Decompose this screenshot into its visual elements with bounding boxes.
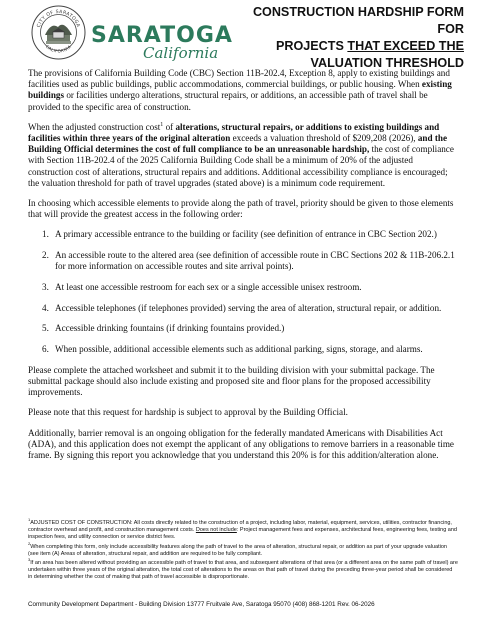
form-title: [224, 4, 464, 72]
footnote-marker: 3: [28, 557, 31, 563]
title-line-2-underlined: THAT EXCEED THE: [347, 39, 464, 53]
title-line-2-pre: PROJECTS: [275, 39, 348, 53]
list-item-text: At least one accessible restroom for each sex or a single accessible unisex restroom.: [55, 282, 362, 293]
footnote-marker: 2: [28, 540, 31, 546]
title-line-3: VALUATION THRESHOLD: [310, 56, 464, 70]
list-number: 5.: [42, 323, 49, 334]
list-number: 1.: [42, 229, 49, 240]
list-number: 4.: [42, 302, 49, 313]
list-number: 2.: [42, 250, 49, 261]
intro-paragraph-2: [28, 122, 458, 189]
text-span: exceeds a valuation threshold of $209,208 (2026),: [230, 133, 418, 144]
priority-list: [28, 229, 458, 355]
text-span: of: [163, 121, 176, 132]
underlined-span: Does not include: [195, 527, 237, 534]
footnotes: [28, 517, 458, 584]
list-item: [28, 250, 458, 272]
bold-span: and the Building Official determines the cost of full compliance to be an unreasonable hardship,: [28, 133, 448, 155]
list-item: [28, 229, 458, 240]
text-span: or facilities undergo alterations, structural repairs, or additions, an accessible path of travel shall be provided to the specific area of construction.: [28, 90, 428, 112]
list-item-text: When possible, additional accessible elements such as additional parking, signs, storage, and alarms.: [55, 344, 423, 355]
closing-paragraph-1: Please complete the attached worksheet and submit it to the building division with your submittal package. The submittal package should also include existing and proposed site and floor plans for the proposed accessibility improvements.: [28, 364, 435, 398]
text-span: The provisions of California Building Code (CBC) Section 11B-202.4, Exception 8, apply to existing buildings and facilities used as public buildings, public accommodations, commercial buildings, or public housing. When: [28, 68, 450, 90]
intro-paragraph-3: In choosing which accessible elements to provide along the path of travel, priority should be given to those elements that will provide the greatest access in the following order:: [28, 198, 454, 220]
footnote-2: [28, 540, 458, 558]
list-item: [28, 323, 458, 334]
text-span: If an area has been altered without providing an accessible path of travel to that area, and subsequent alterations of that area (or a different area on the same path of travel) are undertaken within three years of the original alteration, the total cost of alterations to the areas on that path of travel during the preceding three-year period shall be considered in determining whether the cost of making that path of travel accessible is disproportionate.: [28, 560, 458, 581]
list-item-text: Accessible telephones (if telephones provided) serving the area of alteration, structural repair, or addition.: [55, 302, 442, 313]
list-item: [28, 303, 458, 314]
closing-paragraph-3: Additionally, barrier removal is an ongoing obligation for the federally mandated Americans with Disabilities Act (ADA), and this application does not exempt the applicant of any obligations to remove barriers in a reasonable time frame. By signing this report you acknowledge that you understand this 20% is for this addition/alteration alone.: [28, 427, 454, 461]
city-seal-icon: [31, 5, 86, 60]
list-item-text: Accessible drinking fountains (if drinking fountains provided.): [55, 323, 285, 334]
list-item-text: An accessible route to the altered area (see definition of accessible route in CBC Sections 202 & 11B-206.2.1 for more information on accessible routes and site arrival points).: [55, 250, 455, 272]
text-span: When the adjusted construction cost: [28, 121, 161, 132]
footnote-1: [28, 517, 458, 541]
footnote-ref: 1: [160, 121, 164, 128]
text-span: the cost of compliance with Section 11B-202.4 of the 2025 California Building Code shall be a minimum of 20% of the adjusted construction cost of alterations, structural repairs and additions. Additional accessibility compliance is encouraged; the valuation threshold for path of travel upgrades (stated above) is a minimum code requirement.: [28, 144, 454, 188]
list-item: [28, 344, 458, 355]
svg-text:CITY OF SARATOGA: CITY OF SARATOGA: [36, 9, 81, 29]
text-span: When completing this form, only include accessibility features along the path of travel to the area of alteration, structural repair, or addition as part of your upgrade valuation (see item (A) Areas of alteration, structural repair, and addition are required to be fully compliant.: [28, 543, 447, 557]
list-item: [28, 282, 458, 293]
list-item-text: A primary accessible entrance to the building or facility (see definition of entrance in CBC Section 202.): [55, 229, 437, 240]
intro-paragraph-1: [28, 68, 458, 113]
footnote-marker: 1: [28, 517, 31, 523]
title-line-1: CONSTRUCTION HARDSHIP FORM FOR: [252, 5, 464, 36]
closing-paragraph-2: Please note that this request for hardship is subject to approval by the Building Official.: [28, 407, 348, 418]
bold-span: existing buildings: [28, 79, 452, 101]
list-number: 3.: [42, 282, 49, 293]
svg-text:CALIFORNIA: CALIFORNIA: [44, 43, 73, 54]
page-footer: Community Development Department - Building Division 13777 Fruitvale Ave, Saratoga 95070 (408) 868-1201 Rev. 06-2026: [28, 601, 375, 608]
brand-subtitle: California: [143, 44, 219, 62]
saratoga-brand-logo: [91, 25, 236, 69]
title-line-2: [224, 38, 464, 55]
list-number: 6.: [42, 344, 49, 355]
bold-span: alterations, structural repairs, or additions to existing buildings and facilities within three years of the original alteration: [28, 121, 440, 144]
text-span: : Project management fees and expenses, architectural fees, engineering fees, testing and inspection fees, and utility connection or service district fees.: [28, 527, 457, 541]
brand-name: SARATOGA: [91, 23, 233, 48]
document-body: [28, 68, 458, 470]
text-span: ADJUSTED COST OF CONSTRUCTION: All costs directly related to the construction of a project, including labor, material, equipment, services, utilities, contractor financing, contractor overhead and profit, and construction management costs.: [28, 520, 452, 534]
footnote-3: [28, 557, 458, 581]
